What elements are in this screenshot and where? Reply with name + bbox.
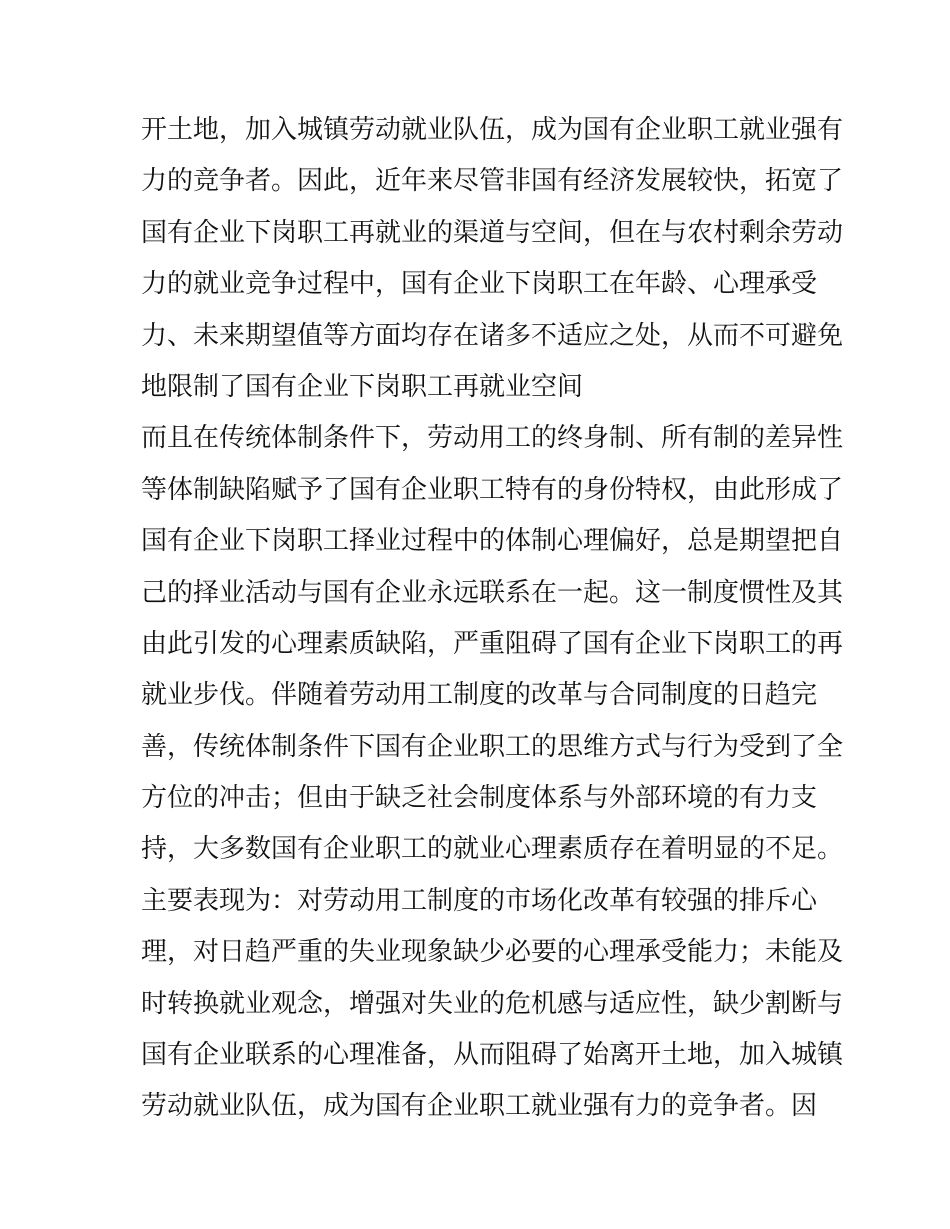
text-line: 劳动就业队伍，成为国有企业职工就业强有力的竞争者。因 [141, 1091, 818, 1122]
text-line: 而且在传统体制条件下，劳动用工的终身制、所有制的差异性 [141, 423, 844, 454]
text-line: 持，大多数国有企业职工的就业心理素质存在着明显的不足。 [141, 834, 844, 865]
text-line: 时转换就业观念，增强对失业的危机感与适应性，缺少割断与 [141, 988, 844, 1019]
text-line: 力的竞争者。因此，近年来尽管非国有经济发展较快，拓宽了 [141, 166, 844, 197]
body-text [141, 105, 844, 1133]
text-line: 国有企业联系的心理准备，从而阻碍了始离开土地，加入城镇 [141, 1040, 844, 1071]
text-line: 理，对日趋严重的失业现象缺少必要的心理承受能力；未能及 [141, 937, 844, 968]
text-line: 开土地，加入城镇劳动就业队伍，成为国有企业职工就业强有 [141, 115, 844, 145]
text-line: 等体制缺陷赋予了国有企业职工特有的身份特权，由此形成了 [141, 474, 844, 505]
text-line: 地限制了国有企业下岗职工再就业空间 [141, 371, 584, 402]
text-line: 力的就业竞争过程中，国有企业下岗职工在年龄、心理承受 [141, 269, 818, 300]
text-line: 己的择业活动与国有企业永远联系在一起。这一制度惯性及其 [141, 577, 844, 608]
text-line: 善，传统体制条件下国有企业职工的思维方式与行为受到了全 [141, 731, 844, 762]
text-line: 方位的冲击；但由于缺乏社会制度体系与外部环境的有力支 [141, 783, 818, 814]
text-line: 力、未来期望值等方面均存在诸多不适应之处，从而不可避免 [141, 320, 844, 351]
text-line: 国有企业下岗职工再就业的渠道与空间，但在与农村剩余劳动 [141, 217, 844, 248]
text-line: 主要表现为：对劳动用工制度的市场化改革有较强的排斥心 [141, 885, 818, 916]
text-line: 国有企业下岗职工择业过程中的体制心理偏好，总是期望把自 [141, 526, 844, 557]
text-line: 由此引发的心理素质缺陷，严重阻碍了国有企业下岗职工的再 [141, 628, 844, 659]
text-line: 就业步伐。伴随着劳动用工制度的改革与合同制度的日趋完 [141, 680, 818, 711]
